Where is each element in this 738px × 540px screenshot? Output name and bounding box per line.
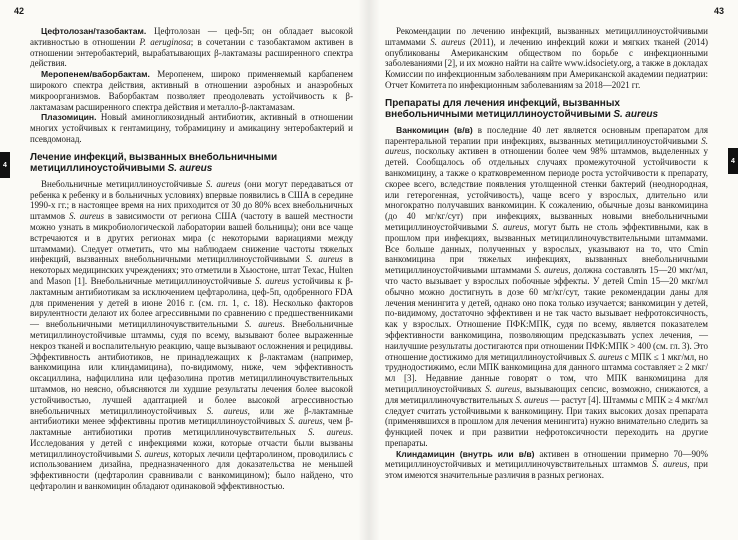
- section-heading: Препараты для лечения инфекций, вызванных внебольничными метициллиноустойчивыми S. aureus: [385, 97, 659, 121]
- page-right: [385, 0, 724, 540]
- paragraph: Цефтолозан/тазобактам. Цефтолозан — цеф-5п; он обладает высокой активностью в отношении P. aeruginosa; в сочетании с тазобактамом активен в отношении энтеробактерий, вырабатывающих β-лактамазы расширенного спектра действия.: [30, 26, 353, 69]
- paragraph: Плазомицин. Новый аминогликозидный антибиотик, активный в отношении многих устойчивых к гентамицину, тобрамицину и амикацину энтеробактерий и псевдомонад.: [30, 112, 353, 144]
- paragraph-lead: Цефтолозан/тазобактам.: [41, 26, 147, 36]
- page-left: [14, 0, 353, 540]
- paragraph: Меропенем/ваборбактам. Меропенем, широко применяемый карбапенем широкого спектра действия, активный в отношении аэробных и анаэробных микроорганизмов. Ваборбактам позволяет преодолевать устойчивость к β-лактамазам расширенного спектра действия и металло-β-лактамазам.: [30, 69, 353, 112]
- edge-tab-left: [0, 152, 10, 178]
- paragraph-lead: Клиндамицин (внутрь или в/в): [396, 448, 535, 459]
- page-gutter: [358, 0, 380, 540]
- paragraph: Ванкомицин (в/в) в последние 40 лет является основным препаратом для парентеральной терапии при инфекциях, вызванных метициллиноустойчивыми S. aureus, поскольку активен в отношении более чем 98% штаммов, выделенных у детей. Сообщалось об отдельных случаях промежуточной устойчивости к ванкомицину, а также о кратковременном периоде роста устойчивости к препарату, скорее всего, вследствие появления утолщенной стенки бактерий (неоднородная, или гетерогенная, устойчивость), чаще всего у взрослых, длительно или многократно получавших ванкомицин. К сожалению, обычные дозы ванкомицина (до 40 мг/кг/сут) при инфекциях, вызванных новыми внебольничными метициллиноустойчивыми S. aureus, могут быть не столь эффективными, как в прошлом при инфекциях, вызванных метициллиночувствительными штаммами. Все больше данных, полученных у взрослых, указывают на то, что Сmin ванкомицина при тяжелых инфекциях, вызванных внебольничными метициллиноустойчивыми штаммами S. aureus, должна составлять 15—20 мкг/мл, что часто вызывает у взрослых побочные эффекты. У детей Сmin 15—20 мкг/мл обычно можно достигнуть в дозе 60 мг/кг/сут, такие рекомендации даны для лечения менингита у детей, однако оно пока только изучается; ванкомицин у детей, по-видимому, достаточно эффективен и не так часто вызывает нефротоксичность, как у взрослых. Отношение ПФК:МПК, судя по всему, является показателем эффективности ванкомицина, позволяющим предсказывать успех лечения, — наилучшие результаты достигаются при отношении ПФК:МПК > 400 (см. гл. 3). Это отношение достижимо для метициллиноустойчивых S. aureus с МПК ≤ 1 мкг/мл, но труднодостижимо, если МПК ванкомицина для данного штамма составляет ≥ 2 мкг/мл [3]. Недавние данные говорят о том, что МПК ванкомицина для метициллиноустойчивых S. aureus, вызывающих сепсис, возможно, снижаются, а для метициллиночувствительных S. aureus — растут [4]. Штаммы с МПК ≥ 4 мкг/мл следует считать устойчивыми к ванкомицину. При таких высоких дозах препарата (применявшихся в прошлом для лечения менингита) нужно внимательно следить за функцией почек и при развитии нефротоксичности переходить на другие препараты.: [385, 124, 709, 448]
- paragraph: Внебольничные метициллиноустойчивые S. aureus (они могут передаваться от ребенка к ребенку и в больничных условиях) впервые появились в США в середине 1990-х гг.; в настоящее время на них приходится от 30 до 80% всех внебольничных штаммов S. aureus в зависимости от региона США (частоту в вашей местности можно узнать в микробиологической лаборатории вашей больницы); они все чаще встречаются и в других регионах мира (с некоторыми вариациями между штаммами). Следует отметить, что мы наблюдаем снижение частоты тяжелых инфекций, вызванных внебольничными метициллиноустойчивыми S. aureus в некоторых медицинских учреждениях; это отметили в Хьюстоне, штат Техас, Hulten and Mason [1]. Внебольничные метициллиноустойчивые S. aureus устойчивы к β-лактамным антибиотикам за исключением цефтаролина, цеф-5п, одобренного FDA для применения у детей в июне 2016 г. (см. гл. 1, с. 18). Несколько факторов вирулентности делают их более агрессивными по сравнению с предшественниками — внебольничными метициллиночувствительными S. aureus. Внебольничные метициллиноустойчивые штаммы, судя по всему, вызывают более выраженные некроз тканей и воспалительную реакцию, чаще вызывают осложнения и рецидивы. Эффективность антибиотиков, не принадлежащих к β-лактамам (например, ванкомицина или клиндамицина), по-видимому, ниже, чем эффективность оксациллина, нафциллина или цефазолина против метициллиночувствительных штаммов, но неясно, объясняются ли худшие результаты лечения более высокой устойчивостью, лучшей адаптацией и более высокой агрессивностью внебольничных метициллиноустойчивых S. aureus, или же β-лактамные антибиотики менее эффективны против метициллиноустойчивых S. aureus, чем β-лактамные антибиотики против метициллиночувствительных S. aureus. Исследования у детей с инфекциями кожи, которые отчасти были вызваны метициллиноустойчивыми S. aureus, которых лечили цефтаролином, проводились с использованием дизайна, предназначенного для доказательства не меньшей эффективности (цефтаролин сравнивали с ванкомицином); было найдено, что цефтаролин и ванкомицин обладают одинаковой эффективностью.: [30, 178, 353, 492]
- paragraph: Рекомендации по лечению инфекций, вызванных метициллиноустойчивыми штаммами S. aureus (2011), и лечению инфекций кожи и мягких тканей (2014) опубликованы Американским обществом по борьбе с инфекционными заболеваниями [2], и их можно найти на сайте www.idsociety.org, а также в докладах Комиссии по инфекционным заболеваниям при Американской академии педиатрии: Отчет Комитета по инфекционным заболеваниям за 2018—2021 гг.: [385, 26, 708, 90]
- paragraph: Клиндамицин (внутрь или в/в) активен в отношении примерно 70—90% метициллиноустойчивых и метициллиночувствительных штаммов S. aureus, при этом имеются значительные различия в разных регионах.: [385, 448, 709, 481]
- section-heading: Лечение инфекций, вызванных внебольничными метициллиноустойчивыми S. aureus: [30, 151, 278, 175]
- paragraph-lead: Меропенем/ваборбактам.: [41, 69, 150, 80]
- edge-tab-label: 4: [731, 157, 735, 165]
- edge-tab-right: [728, 148, 738, 174]
- page-number: 42: [14, 6, 25, 16]
- page-number: 43: [713, 6, 724, 16]
- paragraph-lead: Ванкомицин (в/в): [396, 124, 473, 135]
- page-body: [30, 26, 353, 536]
- paragraph-lead: Плазомицин.: [41, 112, 97, 123]
- edge-tab-label: 4: [3, 161, 7, 169]
- page-body: [385, 26, 708, 536]
